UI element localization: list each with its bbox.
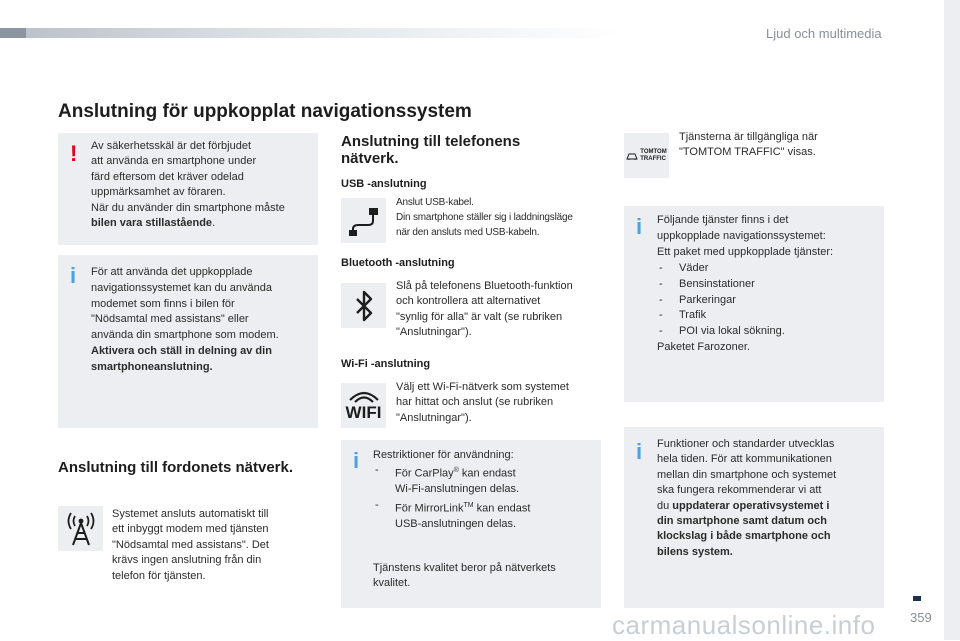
section-title: Ljud och multimedia xyxy=(766,26,882,41)
warning-text: Av säkerhetsskäl är det förbjudet att använda en smartphone under färd eftersom det kräver odelad uppmärksamhet av föraren. När du använder din smartphone måste bilen vara stillastående. xyxy=(91,140,285,230)
page-title: Anslutning för uppkopplat navigationssystem xyxy=(58,101,472,122)
usb-heading: USB -anslutning xyxy=(341,178,427,190)
info-icon: i xyxy=(636,214,643,239)
usb-cable-icon xyxy=(341,198,386,243)
services-box xyxy=(624,206,884,402)
bluetooth-heading: Bluetooth -anslutning xyxy=(341,257,455,269)
usb-text: Anslut USB-kabel. Din smartphone ställer sig i laddningsläge när den ansluts med USB-kabeln. xyxy=(396,197,573,239)
page-marker xyxy=(913,596,921,601)
wifi-text: Välj ett Wi-Fi-nätverk som systemet har hittat och anslut (se rubriken "Anslutningar"). xyxy=(396,381,569,424)
antenna-icon xyxy=(58,506,103,551)
restrictions-text: Restriktioner för användning: - För CarPlay® kan endast Wi-Fi-anslutningen delas. - För MirrorLink™ kan endast USB-anslutningen delas. xyxy=(373,448,598,532)
restrictions-box xyxy=(341,440,601,608)
watermark: carmanualsonline.info xyxy=(612,610,876,640)
list-item: - Bensinstationer xyxy=(657,277,882,293)
warning-icon: ! xyxy=(70,141,78,166)
warning-box xyxy=(58,133,318,245)
bluetooth-icon xyxy=(341,283,386,328)
tomtom-text: Tjänsterna är tillgängliga när "TOMTOM TRAFFIC" visas. xyxy=(679,131,818,159)
list-item: - POI via lokal sökning. xyxy=(657,324,882,340)
info-modem-text: För att använda det uppkopplade navigationssystemet kan du använda modemet som finns i bilen för "Nödsamtal med assistans" eller använda din smartphone som modem. Aktivera och ställ in delning av din smartphoneanslutning. xyxy=(91,266,279,373)
phone-network-heading: Anslutning till telefonens nätverk. xyxy=(341,133,521,167)
wifi-heading: Wi-Fi -anslutning xyxy=(341,358,431,370)
updates-text: Funktioner och standarder utvecklas hela tiden. För att kommunikationen mellan din smartphone och systemet ska fungera rekommenderar vi att du uppdaterar operativsystemet i din smartphone samt datum och klockslag i både smartphone och bilens system. xyxy=(657,438,837,558)
info-icon: i xyxy=(636,439,643,464)
list-item: - Parkeringar xyxy=(657,293,882,309)
bluetooth-text: Slå på telefonens Bluetooth-funktion och kontrollera att alternativet "synlig för alla" är valt (se rubriken "Anslutningar"). xyxy=(396,280,573,339)
info-icon: i xyxy=(353,448,360,473)
page-edge-strip xyxy=(944,0,960,640)
services-text: Följande tjänster finns i det uppkopplade navigationssystemet: Ett paket med uppkopplade tjänster: - Väder - Bensinstationer - Parkeringar - Trafik - POI via lokal sökning. Paketet Farozoner. xyxy=(657,213,882,356)
header-bar xyxy=(0,28,620,38)
info-box-modem xyxy=(58,255,318,428)
info-icon: i xyxy=(70,263,77,288)
page-number: 359 xyxy=(910,610,932,625)
vehicle-network-text: Systemet ansluts automatiskt till ett inbyggt modem med tjänsten "Nödsamtal med assistans". Det krävs ingen anslutning från din telefon för tjänsten. xyxy=(112,508,269,582)
wifi-icon: WIFI xyxy=(341,383,386,428)
list-item: - Trafik xyxy=(657,308,882,324)
tomtom-traffic-icon: TOMTOM TRAFFIC xyxy=(624,133,669,178)
quality-text: Tjänstens kvalitet beror på nätverkets kvalitet. xyxy=(373,562,556,590)
vehicle-network-heading: Anslutning till fordonets nätverk. xyxy=(58,459,294,476)
list-item: - Väder xyxy=(657,261,882,277)
updates-box xyxy=(624,427,884,608)
